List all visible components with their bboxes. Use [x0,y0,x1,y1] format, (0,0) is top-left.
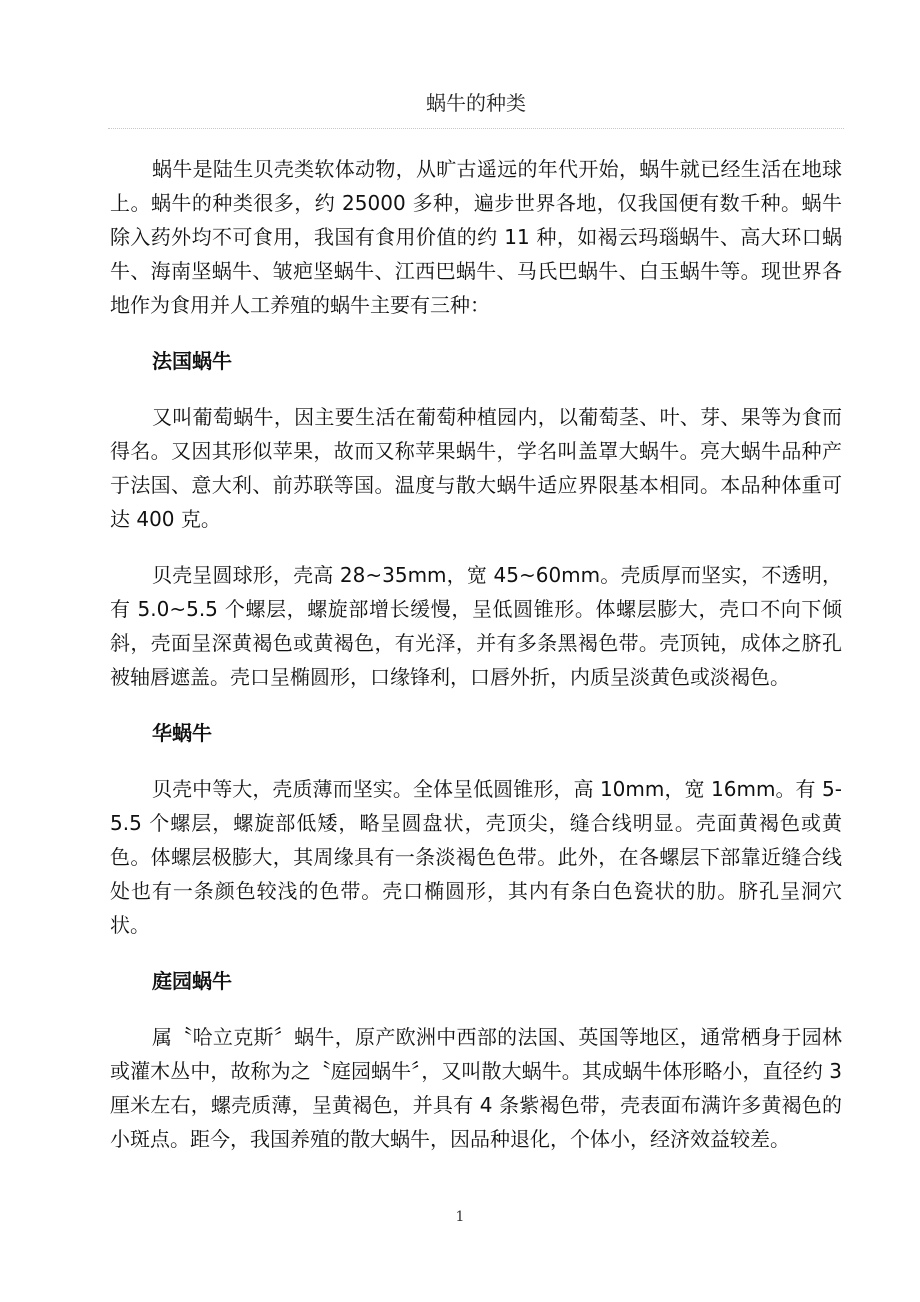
section-chinese-snail [110,716,842,964]
section-french-snail [110,344,842,716]
section-heading: 法国蜗牛 [152,349,232,373]
section-heading: 华蜗牛 [152,721,212,745]
title-divider [108,128,844,129]
section-garden-snail [110,964,842,1156]
page-title: 蜗牛的种类 [426,91,526,115]
intro-paragraph: 蜗牛是陆生贝壳类软体动物，从旷古遥远的年代开始，蜗牛就已经生活在地球上。蜗牛的种类很多，约 25000 多种，遍步世界各地，仅我国便有数千种。蜗牛除入药外均不可食用，我国有食用价值的约 11 种，如褐云玛瑙蜗牛、高大环口蜗牛、海南坚蜗牛、皱疤坚蜗牛、江西巴蜗牛、马氏巴蜗牛、白玉蜗牛等。现世界各地作为食用并人工养殖的蜗牛主要有三种： [110,157,842,317]
section-paragraph: 又叫葡萄蜗牛，因主要生活在葡萄种植园内，以葡萄茎、叶、芽、果等为食而得名。又因其形似苹果，故而又称苹果蜗牛，学名叫盖罩大蜗牛。亮大蜗牛品种产于法国、意大利、前苏联等国。温度与散大蜗牛适应界限基本相同。本品种体重可达 400 克。 [110,405,842,531]
section-heading: 庭园蜗牛 [152,969,232,993]
section-paragraph: 贝壳中等大，壳质薄而坚实。全体呈低圆锥形，高 10mm，宽 16mm。有 5-5.5 个螺层，螺旋部低矮，略呈圆盘状，壳顶尖，缝合线明显。壳面黄褐色或黄色。体螺层极膨大，其周缘具有一条淡褐色色带。此外，在各螺层下部靠近缝合线处也有一条颜色较浅的色带。壳口椭圆形，其内有条白色瓷状的肋。脐孔呈洞穴状。 [110,777,842,937]
section-paragraph: 属〝哈立克斯〞蜗牛，原产欧洲中西部的法国、英国等地区，通常栖身于园林或灌木丛中，故称为之〝庭园蜗牛〞，又叫散大蜗牛。其成蜗牛体形略小，直径约 3 厘米左右，螺壳质薄，呈黄褐色，并具有 4 条紫褐色带，壳表面布满许多黄褐色的小斑点。距今，我国养殖的散大蜗牛，因品种退化，个体小，经济效益较差。 [110,1025,842,1151]
section-paragraph: 贝壳呈圆球形，壳高 28~35mm，宽 45~60mm。壳质厚而坚实，不透明，有 5.0~5.5 个螺层，螺旋部增长缓慢，呈低圆锥形。体螺层膨大，壳口不向下倾斜，壳面呈深黄褐色或黄褐色，有光泽，并有多条黑褐色带。壳顶钝，成体之脐孔被轴唇遮盖。壳口呈椭圆形，口缘锋利，口唇外折，内质呈淡黄色或淡褐色。 [110,563,842,689]
page-number: 1 [455,1209,465,1225]
document-body [110,152,842,1156]
